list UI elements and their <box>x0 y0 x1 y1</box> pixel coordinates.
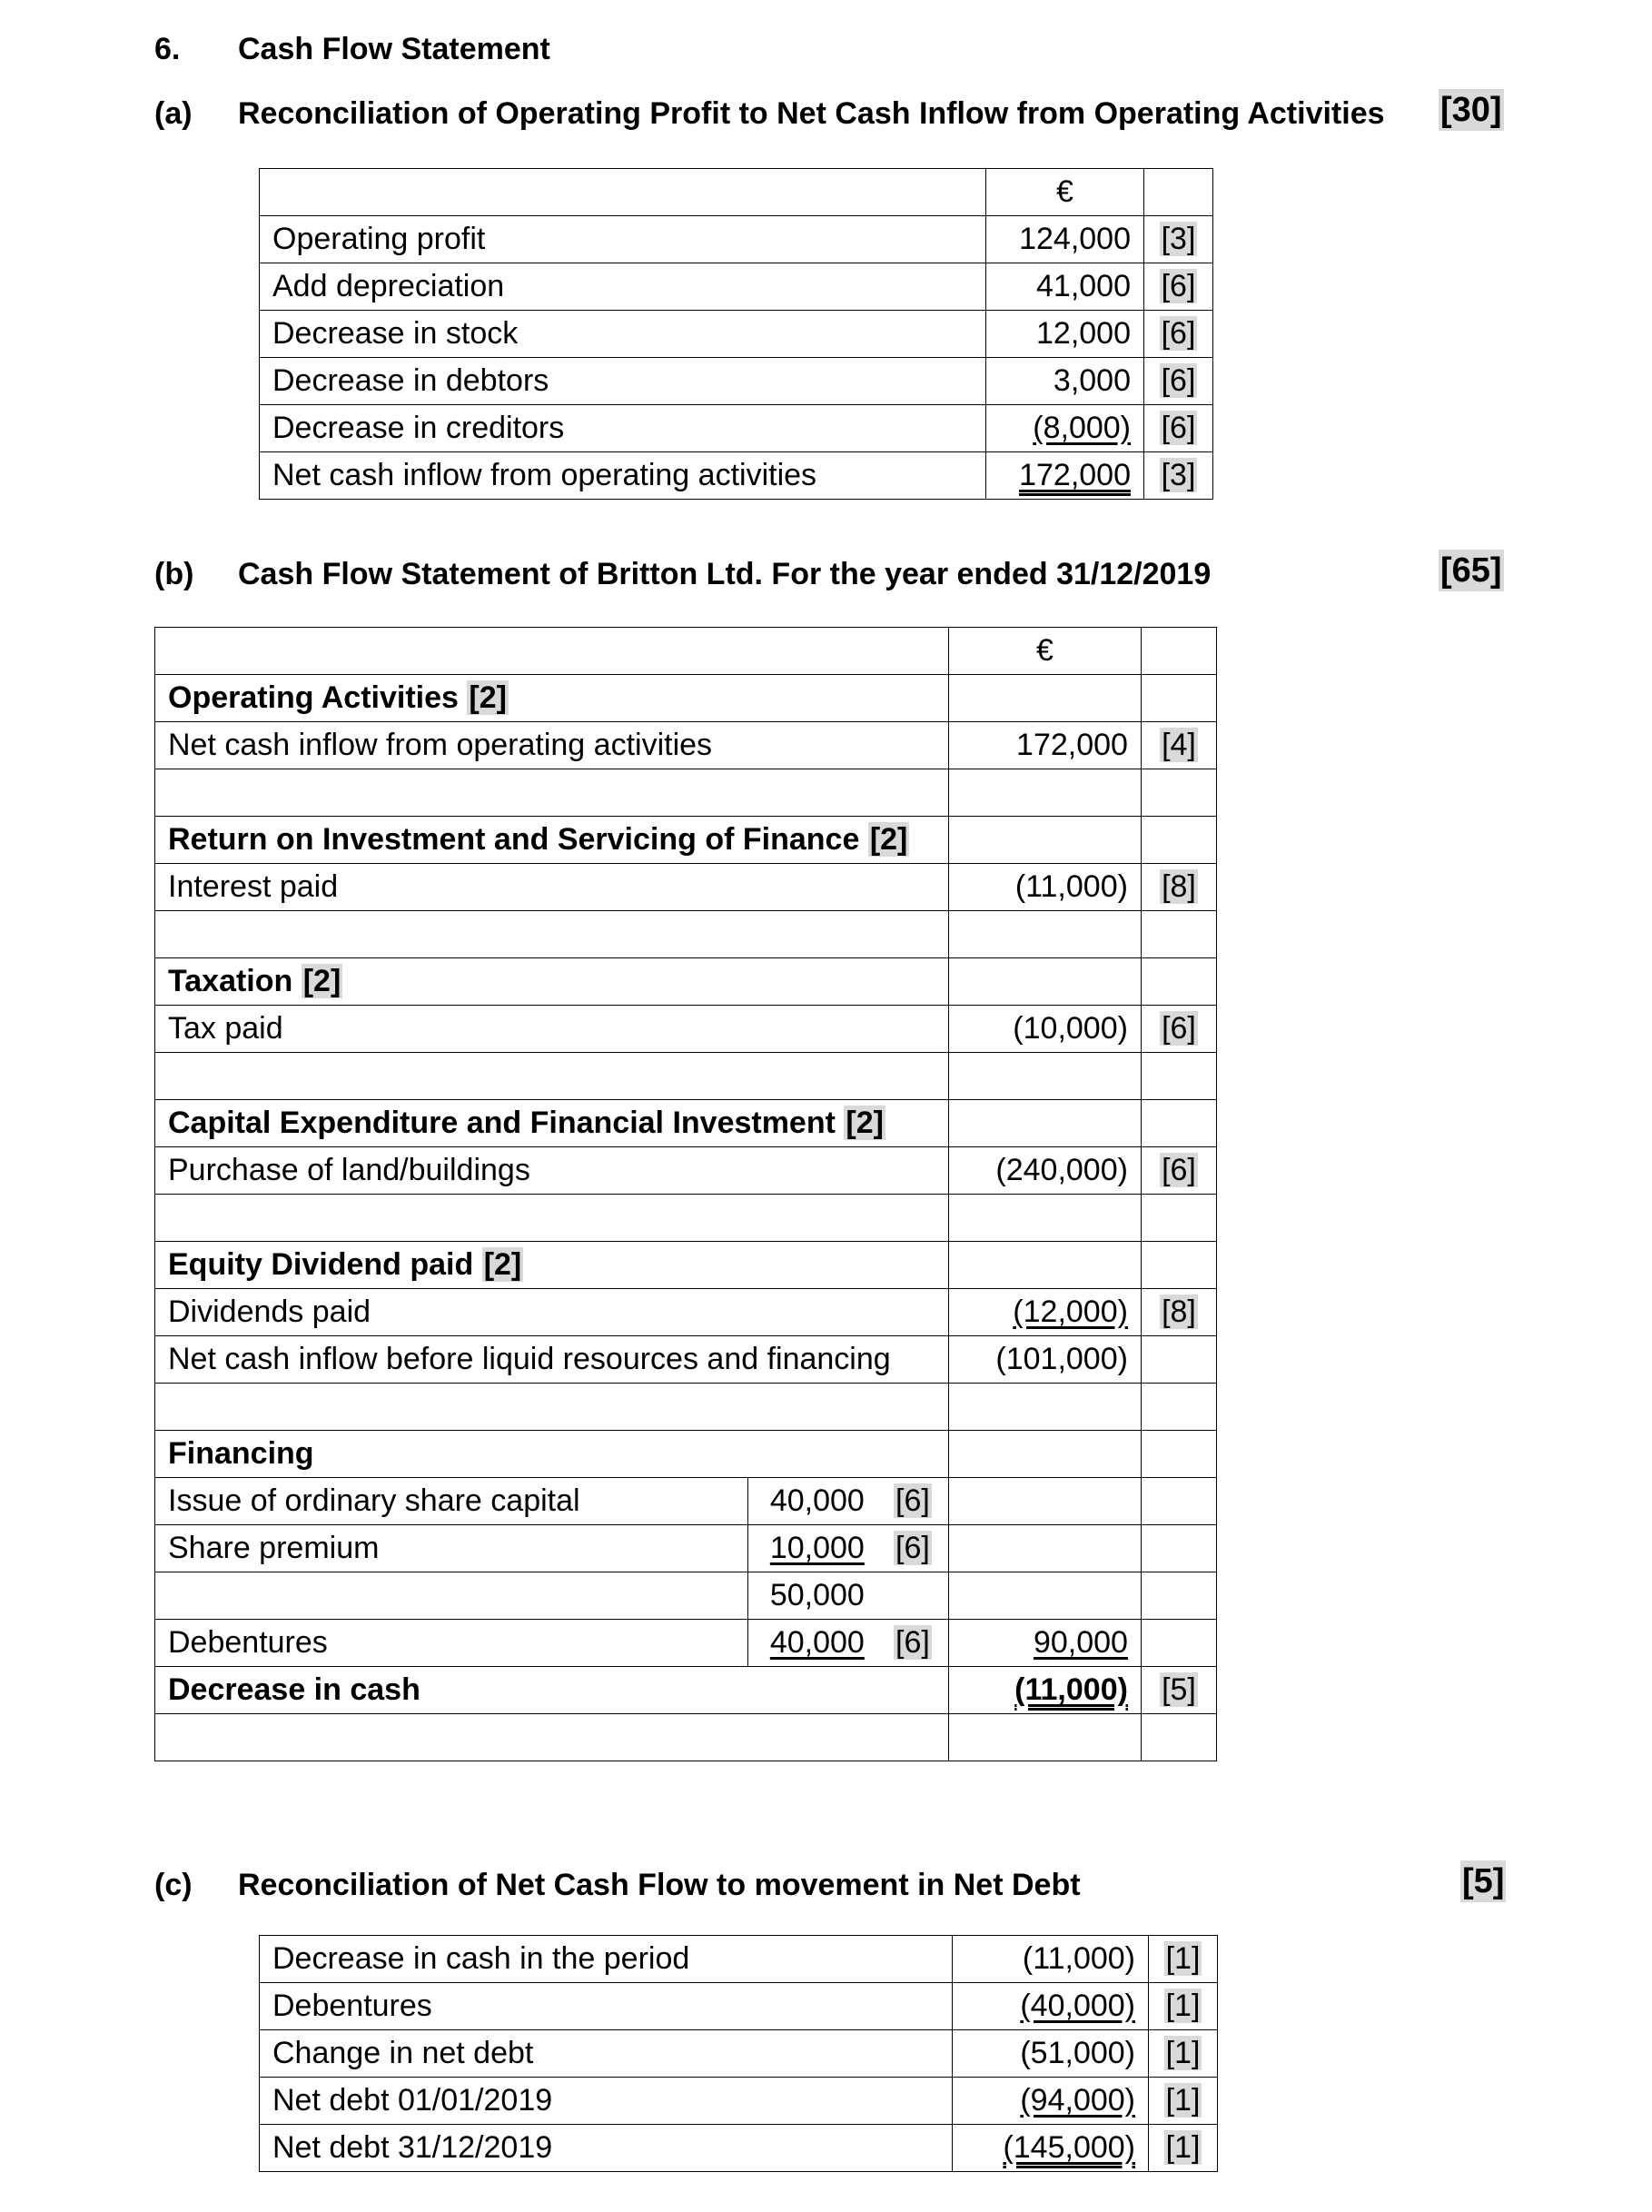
table-row <box>260 2125 1218 2172</box>
mark-badge: [6] <box>1161 316 1196 351</box>
part-a-label: (a) <box>154 96 193 131</box>
table-row <box>155 628 1217 675</box>
table-row <box>260 2078 1218 2125</box>
table-row <box>155 1620 1217 1667</box>
mark-badge: [6] <box>895 1625 930 1660</box>
question-title: Cash Flow Statement <box>238 32 550 66</box>
row-amount: 3,000 <box>986 358 1144 405</box>
mark-badge: [6] <box>1161 269 1196 303</box>
row-amount: 90,000 <box>1033 1625 1128 1660</box>
mark-badge: [5] <box>1162 1672 1196 1707</box>
part-b-marks-total: [65] <box>1440 551 1502 590</box>
table-row <box>260 311 1213 358</box>
row-amount: 12,000 <box>986 311 1144 358</box>
table-row <box>260 405 1213 452</box>
mark-badge: [2] <box>469 680 507 715</box>
currency-header: € <box>986 169 1144 216</box>
mark-badge: [2] <box>302 964 341 998</box>
row-label: Decrease in creditors <box>260 405 986 452</box>
table-row <box>155 1525 1217 1572</box>
cash-flow-table <box>154 627 1217 1761</box>
mark-badge: [3] <box>1161 222 1196 256</box>
part-c-title: Reconciliation of Net Cash Flow to movement in Net Debt <box>238 1868 1081 1902</box>
table-row <box>155 1289 1217 1336</box>
row-label: Interest paid <box>155 864 949 911</box>
row-label: Net cash inflow from operating activities <box>260 452 986 500</box>
part-b-label: (b) <box>154 557 194 591</box>
mark-badge: [4] <box>1162 728 1196 762</box>
row-label: Add depreciation <box>260 263 986 311</box>
row-label: Debentures <box>155 1620 748 1667</box>
row-amount: (145,000) <box>1003 2130 1135 2165</box>
row-label: Decrease in cash <box>155 1667 949 1714</box>
mark-badge: [1] <box>1165 2036 1201 2070</box>
table-row <box>155 1336 1217 1384</box>
table-row <box>155 1384 1217 1431</box>
section-heading-returns: Return on Investment and Servicing of Finance [2] <box>155 817 949 864</box>
table-row <box>260 358 1213 405</box>
section-heading-capex: Capital Expenditure and Financial Investment [2] <box>155 1100 949 1147</box>
mark-badge: [2] <box>483 1247 522 1282</box>
row-label: Net cash inflow from operating activities <box>155 722 949 769</box>
part-c-label: (c) <box>154 1868 193 1902</box>
table-row <box>260 2030 1218 2078</box>
row-amount: (40,000) <box>1020 1989 1135 2023</box>
row-label: Share premium <box>155 1525 748 1572</box>
row-label: Tax paid <box>155 1006 949 1053</box>
row-amount: 40,000 <box>748 1478 877 1525</box>
mark-badge: [1] <box>1165 1989 1201 2023</box>
question-number: 6. <box>154 32 181 66</box>
table-row <box>155 1667 1217 1714</box>
table-row <box>155 1195 1217 1242</box>
row-label: Net debt 01/01/2019 <box>260 2078 953 2125</box>
mark-badge: [1] <box>1165 1941 1201 1976</box>
row-amount: 50,000 <box>748 1572 877 1620</box>
mark-badge: [8] <box>1162 1294 1196 1329</box>
part-a-table <box>259 168 1213 500</box>
table-row <box>155 1100 1217 1147</box>
row-amount: 172,000 <box>949 722 1142 769</box>
table-row <box>260 169 1213 216</box>
row-label: Issue of ordinary share capital <box>155 1478 748 1525</box>
row-amount: 172,000 <box>1019 458 1131 492</box>
mark-badge: [1] <box>1165 2130 1201 2165</box>
table-row <box>155 1242 1217 1289</box>
part-c-table <box>259 1935 1218 2172</box>
row-label: Change in net debt <box>260 2030 953 2078</box>
mark-badge: [6] <box>1162 1011 1196 1046</box>
row-label: Purchase of land/buildings <box>155 1147 949 1195</box>
row-amount: (11,000) <box>949 864 1142 911</box>
table-row <box>260 216 1213 263</box>
mark-badge: [6] <box>1162 1153 1196 1187</box>
row-amount: 40,000 <box>769 1625 865 1660</box>
row-amount: (94,000) <box>1020 2083 1135 2118</box>
table-row <box>155 1572 1217 1620</box>
mark-badge: [1] <box>1165 2083 1201 2118</box>
table-row <box>260 452 1213 500</box>
row-amount: 41,000 <box>986 263 1144 311</box>
row-amount: 124,000 <box>986 216 1144 263</box>
section-heading-financing: Financing <box>155 1431 949 1478</box>
row-label: Debentures <box>260 1983 953 2030</box>
table-row <box>155 1147 1217 1195</box>
mark-badge: [6] <box>895 1483 930 1518</box>
row-amount: (11,000) <box>953 1936 1149 1983</box>
row-amount: (240,000) <box>949 1147 1142 1195</box>
section-heading-operating: Operating Activities [2] <box>155 675 949 722</box>
row-label: Net cash inflow before liquid resources and financing <box>155 1336 949 1384</box>
row-amount: (12,000) <box>1013 1294 1128 1329</box>
mark-badge: [3] <box>1161 458 1196 492</box>
table-row <box>155 958 1217 1006</box>
part-c-marks-total: [5] <box>1462 1862 1505 1900</box>
part-b-title: Cash Flow Statement of Britton Ltd. For the year ended 31/12/2019 <box>238 557 1212 591</box>
row-amount: (11,000) <box>1014 1672 1128 1707</box>
table-row <box>155 1053 1217 1100</box>
table-row <box>260 263 1213 311</box>
part-a-marks-total: [30] <box>1440 91 1502 129</box>
row-label: Decrease in stock <box>260 311 986 358</box>
table-row <box>155 1006 1217 1053</box>
mark-badge: [8] <box>1162 869 1196 904</box>
table-row <box>155 1714 1217 1761</box>
mark-badge: [2] <box>869 822 908 857</box>
section-heading-dividend: Equity Dividend paid [2] <box>155 1242 949 1289</box>
table-row <box>155 911 1217 958</box>
row-amount: (101,000) <box>949 1336 1142 1384</box>
row-amount: (51,000) <box>953 2030 1149 2078</box>
table-row <box>155 722 1217 769</box>
table-row <box>155 769 1217 817</box>
table-row <box>260 1983 1218 2030</box>
row-label: Decrease in debtors <box>260 358 986 405</box>
row-label: Operating profit <box>260 216 986 263</box>
table-row <box>260 1936 1218 1983</box>
table-row <box>155 675 1217 722</box>
currency-header: € <box>949 628 1142 675</box>
table-row <box>155 1431 1217 1478</box>
row-label: Dividends paid <box>155 1289 949 1336</box>
mark-badge: [2] <box>846 1106 884 1140</box>
row-amount: 10,000 <box>769 1531 865 1565</box>
mark-badge: [6] <box>1161 411 1196 445</box>
table-row <box>155 864 1217 911</box>
row-label: Decrease in cash in the period <box>260 1936 953 1983</box>
mark-badge: [6] <box>895 1531 930 1565</box>
table-row <box>155 817 1217 864</box>
row-amount: (8,000) <box>1033 411 1131 445</box>
part-a-title: Reconciliation of Operating Profit to Net Cash Inflow from Operating Activities <box>238 96 1385 131</box>
row-amount: (10,000) <box>949 1006 1142 1053</box>
section-heading-taxation: Taxation [2] <box>155 958 949 1006</box>
table-row <box>155 1478 1217 1525</box>
mark-badge: [6] <box>1161 363 1196 398</box>
row-label: Net debt 31/12/2019 <box>260 2125 953 2172</box>
